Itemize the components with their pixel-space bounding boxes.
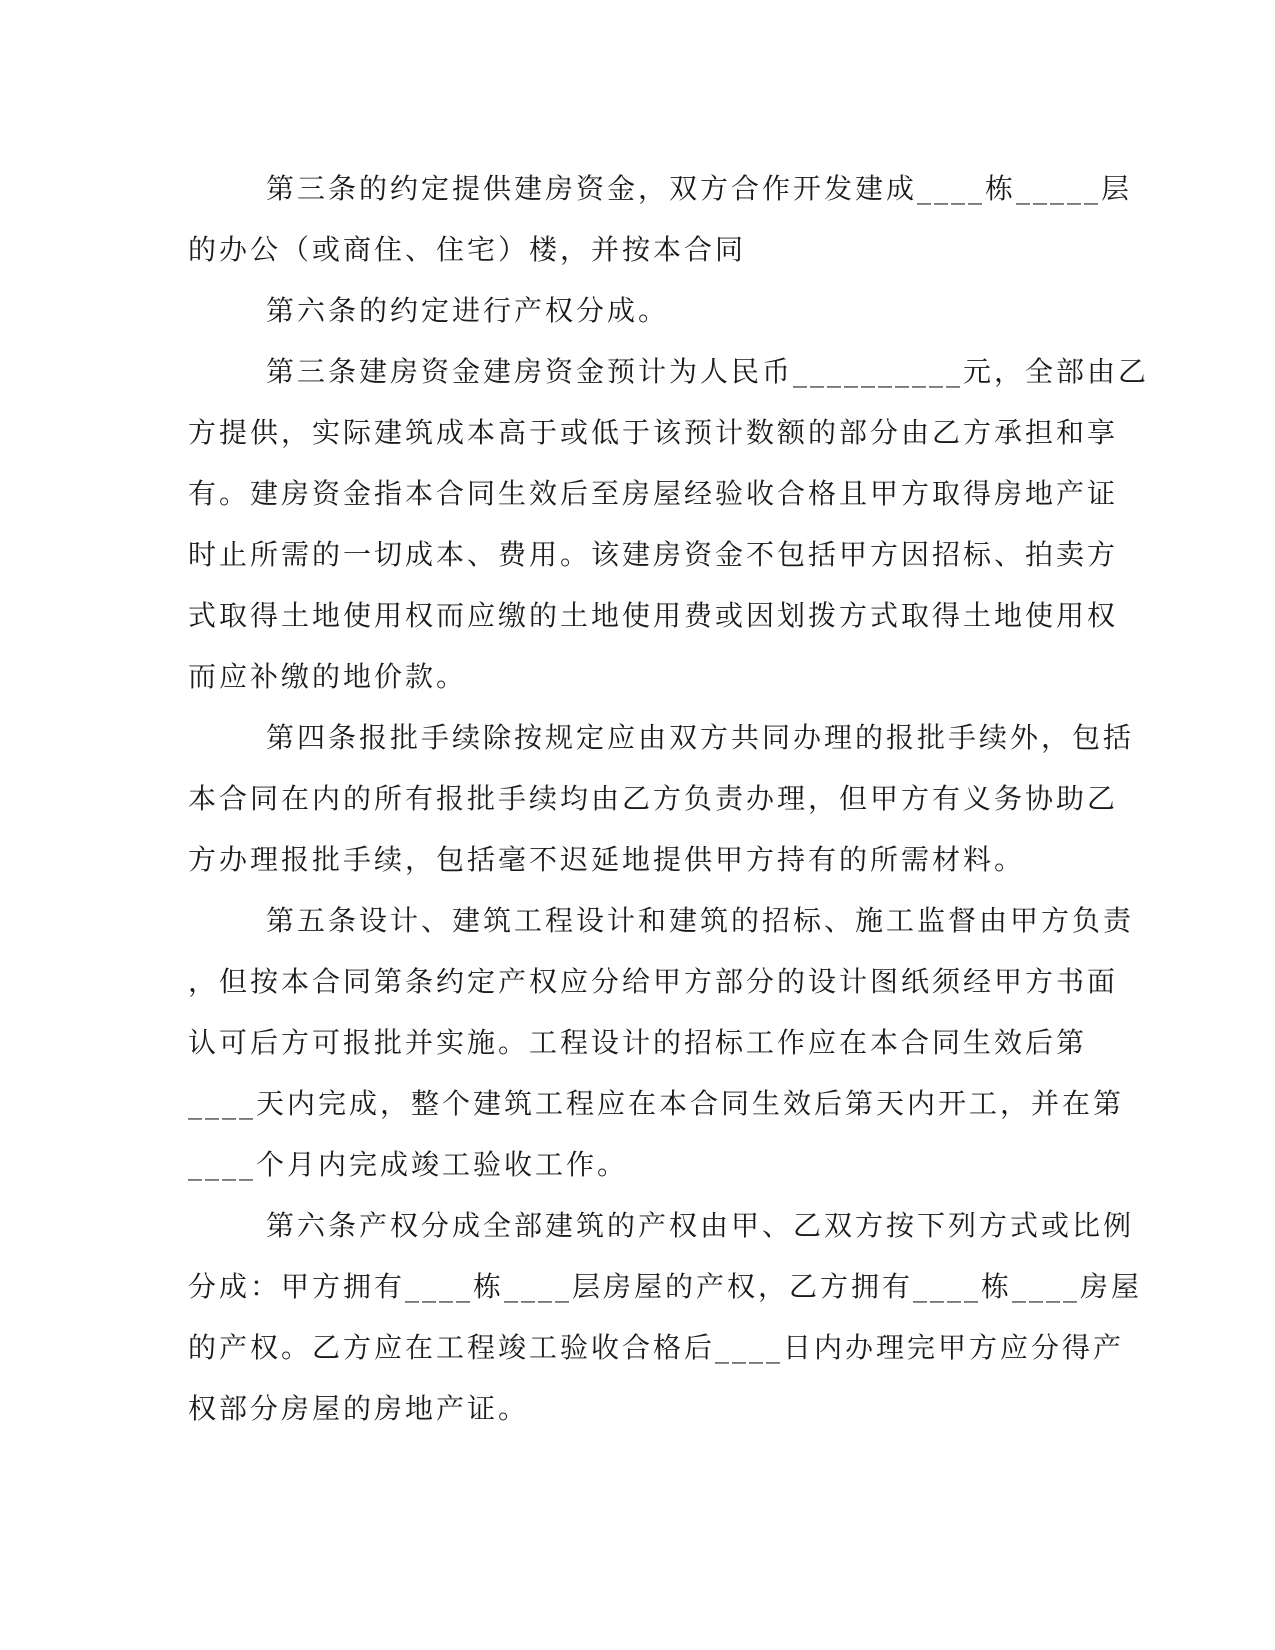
text-line: 式取得土地使用权而应缴的土地使用费或因划拨方式取得土地使用权 — [188, 599, 1119, 632]
text-line: 第五条设计、建筑工程设计和建筑的招标、施工监督由甲方负责 — [266, 904, 1135, 937]
text-line: 第三条的约定提供建房资金，双方合作开发建成____栋_____层 — [266, 172, 1133, 205]
text-line: 第六条产权分成全部建筑的产权由甲、乙双方按下列方式或比例 — [266, 1209, 1135, 1242]
text-line: 而应补缴的地价款。 — [188, 660, 468, 693]
text-line: 第六条的约定进行产权分成。 — [266, 294, 670, 327]
text-line: 方提供，实际建筑成本高于或低于该预计数额的部分由乙方承担和享 — [188, 416, 1119, 449]
text-line: ____天内完成，整个建筑工程应在本合同生效后第天内开工，并在第 — [188, 1087, 1125, 1120]
text-line: 的办公（或商住、住宅）楼，并按本合同 — [188, 233, 747, 266]
text-line: 第三条建房资金建房资金预计为人民币__________元，全部由乙 — [266, 355, 1150, 388]
text-line: 有。建房资金指本合同生效后至房屋经验收合格且甲方取得房地产证 — [188, 477, 1119, 510]
text-line: 时止所需的一切成本、费用。该建房资金不包括甲方因招标、拍卖方 — [188, 538, 1119, 571]
text-line: 分成：甲方拥有____栋____层房屋的产权，乙方拥有____栋____房屋 — [188, 1270, 1143, 1303]
contract-body — [188, 158, 1150, 1439]
text-line: 认可后方可报批并实施。工程设计的招标工作应在本合同生效后第 — [188, 1026, 1088, 1059]
text-line: 权部分房屋的房地产证。 — [188, 1392, 530, 1425]
text-line: ，但按本合同第条约定产权应分给甲方部分的设计图纸须经甲方书面 — [188, 965, 1119, 998]
text-line: 本合同在内的所有报批手续均由乙方负责办理，但甲方有义务协助乙 — [188, 782, 1119, 815]
text-line: ____个月内完成竣工验收工作。 — [188, 1148, 629, 1181]
text-line: 方办理报批手续，包括毫不迟延地提供甲方持有的所需材料。 — [188, 843, 1026, 876]
text-line: 第四条报批手续除按规定应由双方共同办理的报批手续外，包括 — [266, 721, 1135, 754]
text-line: 的产权。乙方应在工程竣工验收合格后____日内办理完甲方应分得产 — [188, 1331, 1125, 1364]
